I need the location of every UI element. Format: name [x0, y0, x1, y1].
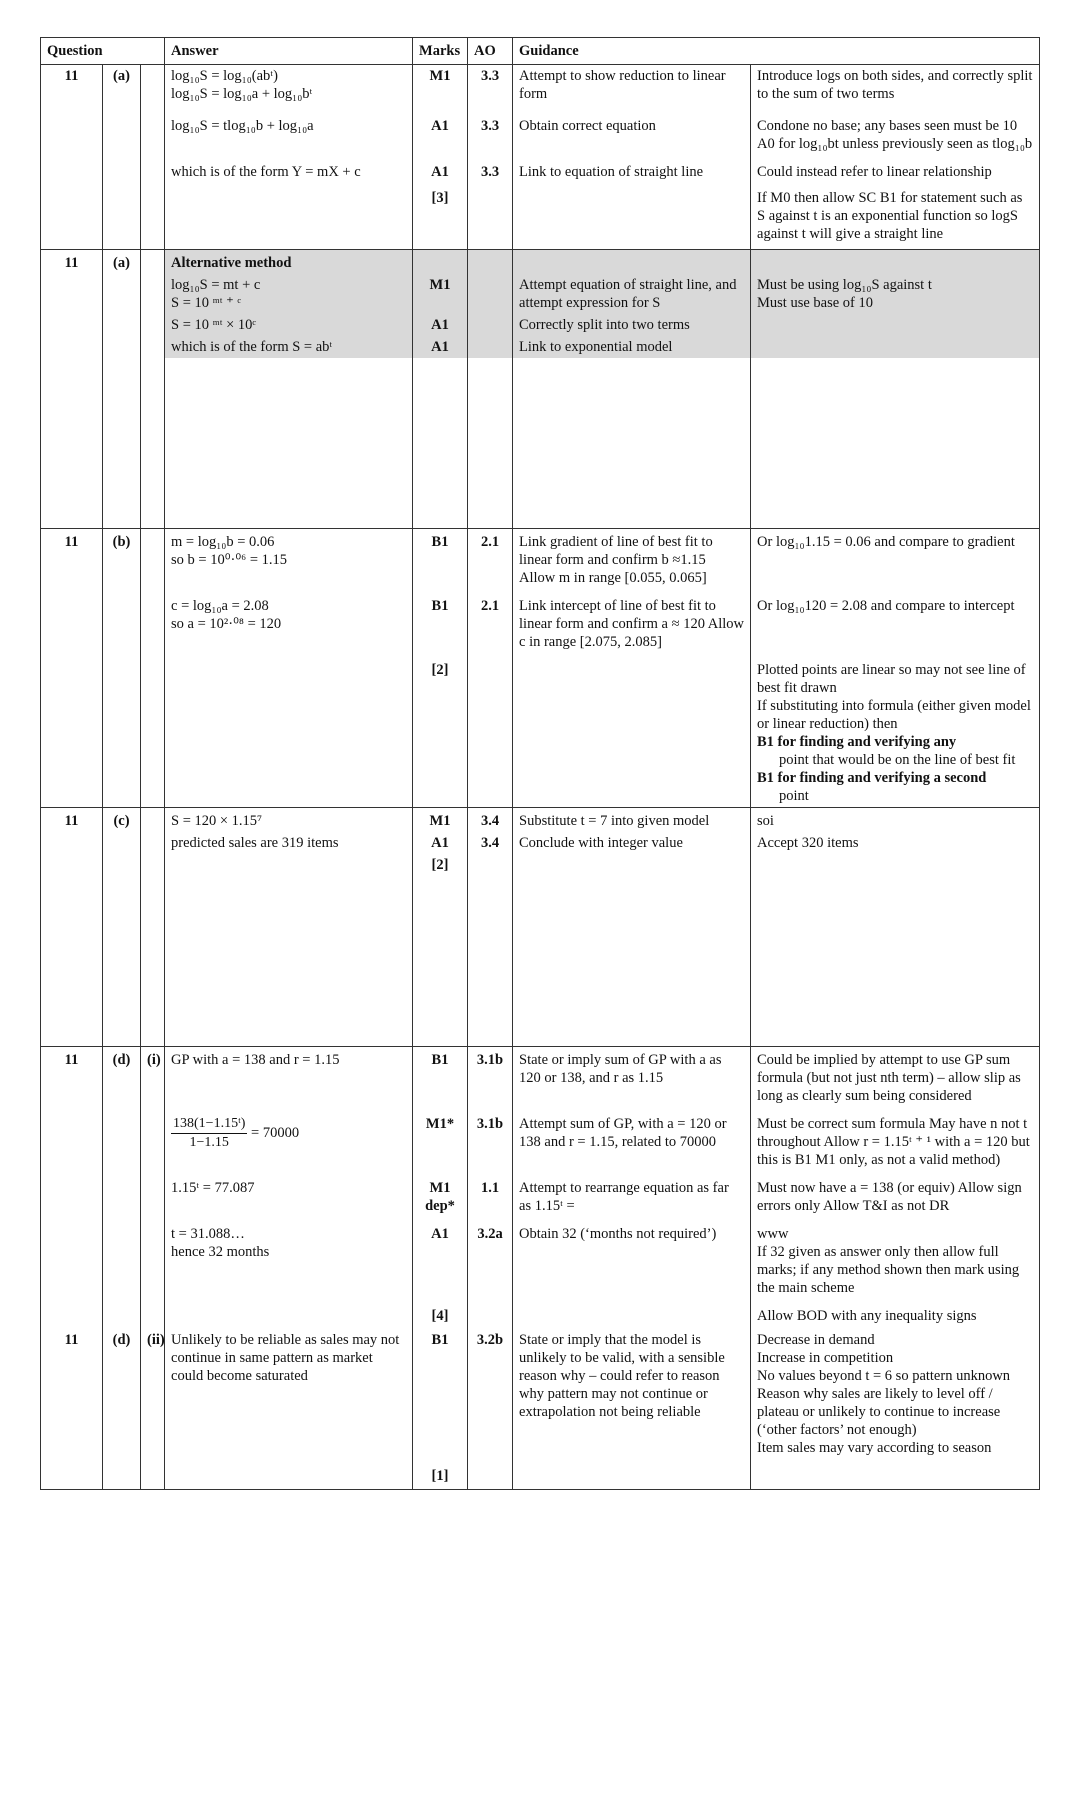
header-row: [41, 38, 1040, 65]
table-row: which is of the form Y = mX + c A1 3.3 Link to equation of straight line Could instead refer to linear relationship: [41, 155, 1040, 183]
table-row: t = 31.088… hence 32 months A1 3.2a Obtain 32 (‘months not required’) www If 32 given as answer only then allow full marks; if any method shown then mark using the main scheme: [41, 1217, 1040, 1299]
table-row: 11 (a) log₁₀S = log₁₀(abᵗ) log₁₀S = log₁₀a + log₁₀bᵗ M1 3.3 Attempt to show reduction to linear form Introduce logs on both sides, and correctly split to the sum of two terms: [41, 65, 1040, 106]
mark-scheme-table: [40, 37, 1040, 1490]
table-row: $\frac{\text{138(1−1.15ᵗ)}}{1-1.15}$ = 70000 M1* 3.1b Attempt sum of GP, with a = 120 or 138 and r = 1.15, related to 70000 Must be correct sum formula May have n not t throughout Allow r = 1.15ᵗ ⁺ ¹ with a = 120 but this is B1 M1 only, as not a valid method): [41, 1107, 1040, 1171]
table-row: c = log₁₀a = 2.08 so a = 10²·⁰⁸ = 120 B1 2.1 Link intercept of line of best fit to linear form and confirm a ≈ 120 Allow c in range [2.075, 2.085] Or log₁₀120 = 2.08 and compare to intercept: [41, 589, 1040, 653]
header-ao: AO: [468, 38, 513, 65]
table-row: [3] If M0 then allow SC B1 for statement such as S against t is an exponential function so logS against t will give a straight line: [41, 183, 1040, 250]
mark-scheme-page: [40, 37, 1040, 1490]
table-row: 11 (c) S = 120 × 1.15⁷ M1 3.4 Substitute t = 7 into given model soi: [41, 808, 1040, 833]
table-row: 11 (d) (i) GP with a = 138 and r = 1.15 B1 3.1b State or imply sum of GP with a as 120 or 138, and r as 1.15 Could be implied by attempt to use GP sum formula (but not just nth term) – allow slip as long as clearly sum being considered: [41, 1047, 1040, 1108]
header-guidance: Guidance: [513, 38, 1040, 65]
header-answer: Answer: [165, 38, 413, 65]
header-question: Question: [41, 38, 165, 65]
table-row: log₁₀S = tlog₁₀b + log₁₀a A1 3.3 Obtain correct equation Condone no base; any bases seen must be 10 A0 for log₁₀bt unless previously seen as tlog₁₀b: [41, 105, 1040, 155]
table-row: 11 (d) (ii) Unlikely to be reliable as sales may not continue in same pattern as market could become saturated B1 3.2b State or imply that the model is unlikely to be valid, with a sensible reason why – could refer to reason why pattern may not continue or extrapolation not being reliable Decrease in demand Increase in competition No values beyond t = 6 so pattern unknown Reason why sales are likely to level off / plateau or unlikely to continue to increase (‘other factors’ not enough) Item sales may vary according to season: [41, 1327, 1040, 1459]
table-row: [2] Plotted points are linear so may not see line of best fit drawn If substituting into formula (either given model or linear reduction) then B1 for finding and verifying any point that would be on the line of best fit B1 for finding and verifying a second point: [41, 653, 1040, 808]
table-row: [1]: [41, 1459, 1040, 1490]
table-row: 11 (a) Alternative method: [41, 250, 1040, 275]
gp-sum-equation: $\frac{\text{138(1−1.15ᵗ)}}{1-1.15}$ = 70000: [165, 1107, 413, 1171]
table-row: 1.15ᵗ = 77.087 M1 dep* 1.1 Attempt to rearrange equation as far as 1.15ᵗ = Must now have a = 138 (or equiv) Allow sign errors only Allow T&I as not DR: [41, 1171, 1040, 1217]
table-row: [2]: [41, 854, 1040, 876]
table-row: S = 10 ᵐᵗ × 10ᶜ A1 Correctly split into two terms: [41, 314, 1040, 336]
table-row: 11 (b) m = log₁₀b = 0.06 so b = 10⁰·⁰⁶ = 1.15 B1 2.1 Link gradient of line of best fit to linear form and confirm b ≈1.15 Allow m in range [0.055, 0.065] Or log₁₀1.15 = 0.06 and compare to gradient: [41, 529, 1040, 590]
table-row: predicted sales are 319 items A1 3.4 Conclude with integer value Accept 320 items: [41, 832, 1040, 854]
table-row: log₁₀S = mt + c S = 10 ᵐᵗ ⁺ ᶜ M1 Attempt equation of straight line, and attempt expression for S Must be using log₁₀S against t Must use base of 10: [41, 274, 1040, 314]
table-row: [4] Allow BOD with any inequality signs: [41, 1299, 1040, 1327]
header-marks: Marks: [413, 38, 468, 65]
table-row: which is of the form S = abᵗ A1 Link to exponential model: [41, 336, 1040, 358]
